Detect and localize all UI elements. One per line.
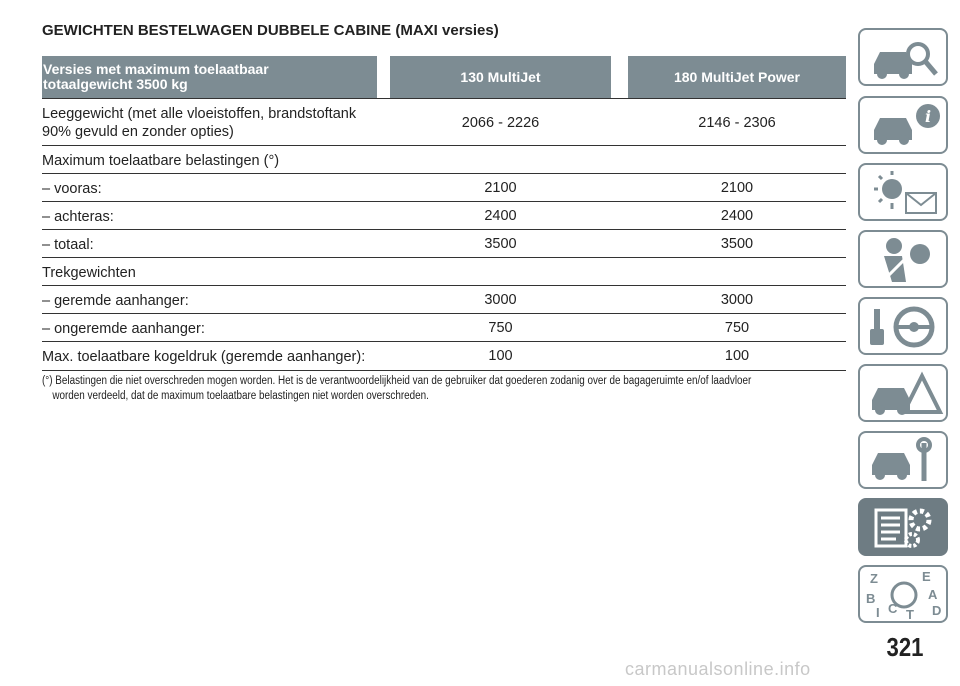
value-180-multijet-power: 750 (724, 320, 750, 336)
table-row (42, 174, 846, 202)
header-130-multijet: 130 MultiJet (390, 56, 611, 98)
value-180-multijet-power: 3500 (720, 236, 754, 252)
row-label: – vooras: (42, 181, 102, 197)
svg-text:C: C (888, 601, 898, 616)
car-wrench-icon (866, 437, 944, 485)
value-180-multijet-power: 2400 (720, 208, 754, 224)
footnote (42, 374, 849, 404)
row-label: – ongeremde aanhanger: (42, 321, 205, 337)
tab-starting-driving[interactable] (858, 297, 948, 355)
svg-text:T: T (906, 607, 914, 619)
value-130-multijet: 100 (488, 348, 513, 364)
value-180-multijet-power: 100 (724, 348, 750, 364)
table-row (42, 314, 846, 342)
svg-text:D: D (932, 603, 942, 618)
row-label: Maximum toelaatbare belastingen (°) (42, 153, 280, 169)
car-hazard-triangle-icon (866, 370, 944, 418)
steering-wheel-key-icon (866, 303, 944, 351)
car-info-icon (866, 102, 944, 150)
footnote-line2: worden verdeeld, dat de maximum toelaatbare belastingen niet worden overschreden. (52, 390, 429, 402)
svg-text:i: i (924, 107, 932, 126)
value-130-multijet: 3000 (484, 292, 517, 308)
tab-index[interactable] (858, 565, 948, 623)
row-label-line2: 90% gevuld en zonder opties) (42, 124, 234, 140)
technical-data-gear-icon (866, 504, 944, 552)
header-versions (42, 56, 377, 98)
table-row (42, 286, 846, 314)
tab-warning-lights[interactable] (858, 163, 948, 221)
table-row (42, 230, 846, 258)
table-row (42, 99, 846, 146)
row-label: Max. toelaatbare kogeldruk (geremde aanhanger): (42, 349, 366, 365)
value-180-multijet-power: 3000 (720, 292, 754, 308)
tab-safety[interactable] (858, 230, 948, 288)
page-number: 321 (886, 632, 924, 662)
value-130-multijet: 3500 (484, 236, 517, 252)
value-130-multijet: 2100 (484, 180, 517, 196)
table-row (42, 258, 846, 286)
table-row (42, 202, 846, 230)
header-versions-line2: totaalgewicht 3500 kg (43, 76, 188, 92)
row-label: Trekgewichten (42, 265, 136, 281)
row-label: – geremde aanhanger: (42, 293, 189, 309)
value-180-multijet-power: 2146 - 2306 (698, 115, 776, 131)
tab-emergency[interactable] (858, 364, 948, 422)
weights-table (42, 56, 846, 371)
airbag-passenger-icon (866, 236, 944, 284)
warning-light-message-icon (866, 169, 944, 217)
tab-technical-data[interactable] (858, 498, 948, 556)
tab-maintenance[interactable] (858, 431, 948, 489)
svg-text:A: A (928, 587, 938, 602)
tab-dashboard[interactable] (858, 28, 948, 86)
table-header (42, 56, 846, 99)
value-130-multijet: 750 (488, 320, 513, 336)
value-180-multijet-power: 2100 (720, 180, 754, 196)
header-versions-line1: Versies met maximum toelaatbaar (43, 61, 269, 77)
row-label: – achteras: (42, 209, 114, 225)
page-title: GEWICHTEN BESTELWAGEN DUBBELE CABINE (MAXI versies) (42, 22, 499, 39)
row-label-line1: Leeggewicht (met alle vloeistoffen, brandstoftank (42, 106, 357, 122)
table-row (42, 146, 846, 174)
car-search-icon (866, 34, 944, 82)
tab-safety-info[interactable] (858, 96, 948, 154)
row-label (42, 105, 356, 141)
header-180-multijet-power: 180 MultiJet Power (628, 56, 846, 98)
svg-text:Z: Z (870, 571, 878, 586)
alphabetical-index-icon (866, 571, 944, 619)
footnote-line1: (°) Belastingen die niet overschreden mogen worden. Het is de verantwoordelijkheid van de gebruiker dat goederen zodanig over de bagageruimte en/of laadvloer (42, 375, 752, 387)
row-label: – totaal: (42, 237, 94, 253)
table-row (42, 342, 846, 371)
value-130-multijet: 2400 (484, 208, 517, 224)
svg-text:B: B (866, 591, 876, 606)
svg-text:I: I (876, 605, 880, 619)
value-130-multijet: 2066 - 2226 (461, 115, 540, 131)
svg-text:E: E (922, 571, 931, 584)
watermark: carmanualsonline.info (625, 659, 811, 679)
